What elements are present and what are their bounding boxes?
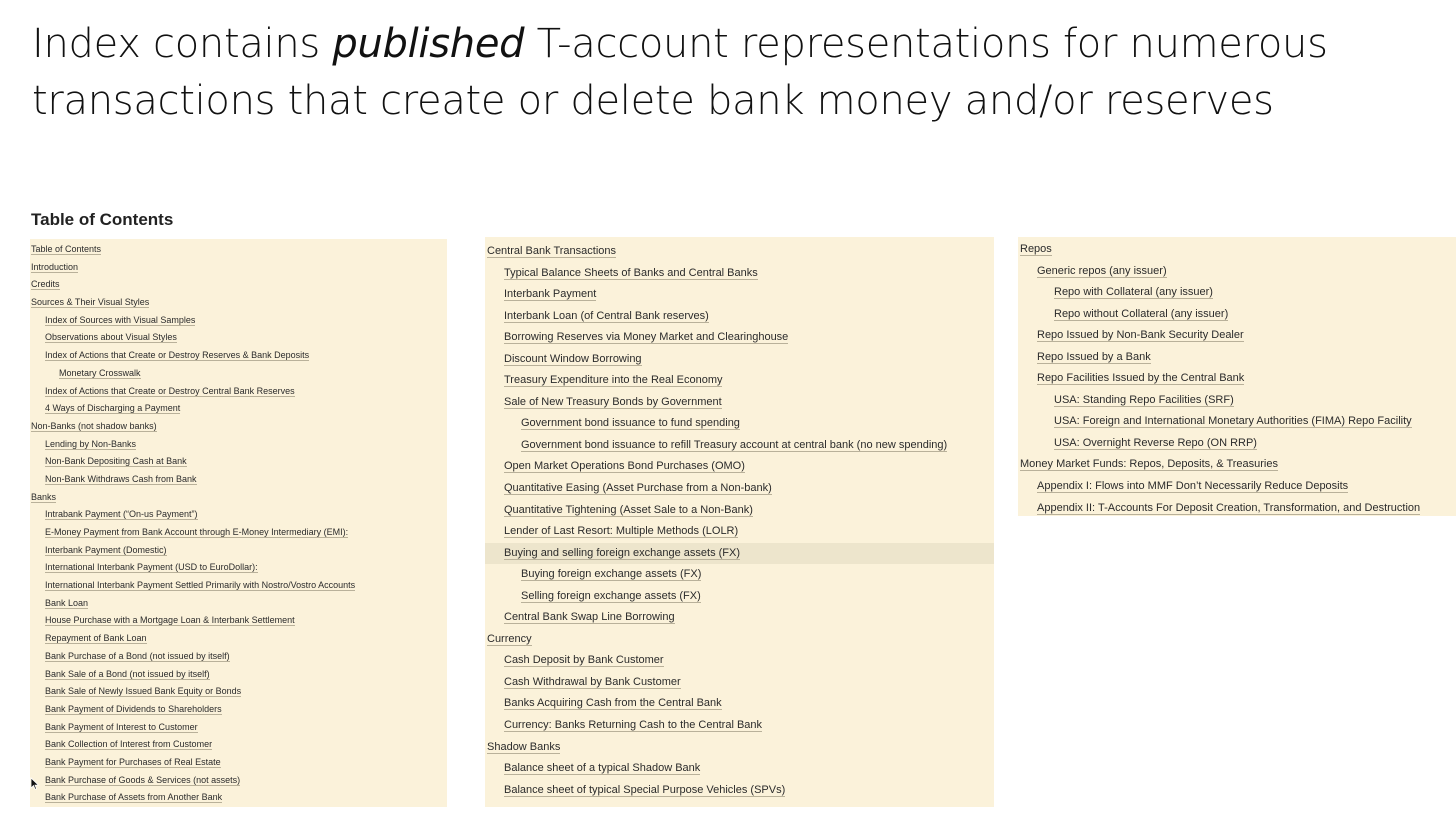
- toc-link-quantitative-easing-asset-purchase-from-a-non-ba[interactable]: [485, 478, 994, 500]
- toc-link-label: USA: Overnight Reverse Repo (ON RRP): [1054, 436, 1257, 449]
- toc-link-label: Open Market Operations Bond Purchases (OMO): [504, 460, 745, 473]
- toc-link-label: Currency: [487, 632, 532, 645]
- toc-link-label: Sale of New Treasury Bonds by Government: [504, 395, 722, 408]
- toc-link-label: Introduction: [31, 261, 79, 272]
- toc-link-label: Selling foreign exchange assets (FX): [521, 589, 701, 602]
- toc-link-observations-about-visual-styles[interactable]: [30, 329, 447, 347]
- toc-link-non-banks-not-shadow-banks[interactable]: [30, 418, 447, 436]
- toc-column-2: [485, 237, 994, 807]
- toc-link-label: Lender of Last Resort: Multiple Methods (LOLR): [504, 525, 739, 538]
- toc-link-repo-issued-by-a-bank[interactable]: [1018, 347, 1456, 369]
- toc-link-e-money-payment-from-bank-account-through-e-mone[interactable]: [30, 524, 447, 542]
- toc-link-label: 4 Ways of Discharging a Payment: [45, 403, 181, 414]
- toc-link-bank-payment-of-dividends-to-shareholders[interactable]: [30, 701, 447, 719]
- toc-link-international-interbank-payment-settled-primaril[interactable]: [30, 577, 447, 595]
- toc-link-label: Bank Payment for Purchases of Real Estate: [45, 756, 221, 767]
- slide-title: [32, 16, 1432, 130]
- toc-link-currency-banks-returning-cash-to-the-central-ban[interactable]: [485, 715, 994, 737]
- toc-link-label: Buying and selling foreign exchange assets (FX): [504, 546, 741, 559]
- toc-link-label: Index of Actions that Create or Destroy Reserves & Bank Deposits: [45, 350, 310, 361]
- toc-link-4-ways-of-discharging-a-payment[interactable]: [30, 400, 447, 418]
- toc-link-label: Balance sheet of typical Special Purpose Vehicles (SPVs): [504, 783, 786, 796]
- toc-link-house-purchase-with-a-mortgage-loan-interbank-se[interactable]: [30, 612, 447, 630]
- toc-link-label: Quantitative Easing (Asset Purchase from a Non-bank): [504, 482, 772, 495]
- toc-link-label: Discount Window Borrowing: [504, 352, 642, 365]
- toc-link-repayment-of-bank-loan[interactable]: [30, 630, 447, 648]
- toc-link-label: Interbank Loan (of Central Bank reserves): [504, 309, 709, 322]
- toc-link-label: Shadow Banks: [487, 740, 561, 753]
- toc-link-label: Bank Purchase of a Bond (not issued by itself): [45, 650, 230, 661]
- toc-link-label: Repos: [1020, 243, 1052, 255]
- toc-link-label: Sources & Their Visual Styles: [31, 297, 150, 308]
- toc-link-banks[interactable]: [30, 489, 447, 507]
- toc-link-label: Repo Facilities Issued by the Central Bank: [1037, 372, 1245, 385]
- toc-link-buying-and-selling-foreign-exchange-assets-fx[interactable]: [485, 543, 994, 565]
- toc-link-label: Monetary Crosswalk: [59, 367, 141, 378]
- toc-link-label: Appendix I: Flows into MMF Don’t Necessarily Reduce Deposits: [1037, 480, 1349, 493]
- toc-link-interbank-loan-of-central-bank-reserves[interactable]: [485, 306, 994, 328]
- toc-link-government-bond-issuance-to-fund-spending[interactable]: [485, 413, 994, 435]
- toc-link-bank-purchase-of-goods-services-not-assets[interactable]: [30, 772, 447, 790]
- toc-link-buying-foreign-exchange-assets-fx[interactable]: [485, 564, 994, 586]
- toc-link-table-of-contents[interactable]: [30, 241, 447, 259]
- toc-link-index-of-sources-with-visual-samples[interactable]: [30, 312, 447, 330]
- toc-link-money-market-funds-repos-deposits-treasuries[interactable]: [1018, 454, 1456, 476]
- toc-link-label: Bank Loan: [45, 597, 89, 608]
- toc-link-sources-their-visual-styles[interactable]: [30, 294, 447, 312]
- toc-link-label: Intrabank Payment (“On-us Payment”): [45, 509, 198, 520]
- toc-link-balance-sheet-of-a-typical-shadow-bank[interactable]: [485, 758, 994, 780]
- toc-link-intrabank-payment-on-us-payment[interactable]: [30, 506, 447, 524]
- toc-link-label: Cash Deposit by Bank Customer: [504, 654, 664, 667]
- toc-link-label: Quantitative Tightening (Asset Sale to a Non-Bank): [504, 503, 753, 516]
- toc-link-bank-payment-of-interest-to-customer[interactable]: [30, 719, 447, 737]
- toc-link-label: Repo without Collateral (any issuer): [1054, 307, 1229, 320]
- toc-link-label: House Purchase with a Mortgage Loan & Interbank Settlement: [45, 615, 295, 626]
- toc-link-usa-standing-repo-facilities-srf[interactable]: [1018, 390, 1456, 412]
- toc-link-label: USA: Standing Repo Facilities (SRF): [1054, 393, 1234, 406]
- toc-link-repos[interactable]: [1018, 239, 1456, 261]
- toc-link-label: E-Money Payment from Bank Account through E-Money Intermediary (EMI):: [45, 527, 349, 537]
- toc-link-label: Money Market Funds: Repos, Deposits, & Treasuries: [1020, 458, 1278, 471]
- toc-link-label: Central Bank Swap Line Borrowing: [504, 611, 675, 624]
- mouse-pointer-icon: [30, 777, 40, 791]
- toc-link-government-bond-issuance-to-refill-treasury-acco[interactable]: [485, 435, 994, 457]
- toc-link-lender-of-last-resort-multiple-methods-lolr[interactable]: [485, 521, 994, 543]
- toc-link-bank-sale-of-a-bond-not-issued-by-itself[interactable]: [30, 666, 447, 684]
- toc-link-usa-foreign-and-international-monetary-authoriti[interactable]: [1018, 411, 1456, 433]
- toc-link-interbank-payment-domestic[interactable]: [30, 542, 447, 560]
- toc-link-label: Cash Withdrawal by Bank Customer: [504, 675, 681, 688]
- toc-link-label: Banks Acquiring Cash from the Central Bank: [504, 697, 722, 710]
- toc-link-label: Lending by Non-Banks: [45, 438, 137, 449]
- toc-link-lending-by-non-banks[interactable]: [30, 436, 447, 454]
- toc-link-non-bank-withdraws-cash-from-bank[interactable]: [30, 471, 447, 489]
- toc-link-index-of-actions-that-create-or-destroy-reserves[interactable]: [30, 347, 447, 365]
- toc-link-label: Index of Sources with Visual Samples: [45, 314, 196, 325]
- toc-link-introduction[interactable]: [30, 259, 447, 277]
- toc-link-selling-foreign-exchange-assets-fx[interactable]: [485, 586, 994, 608]
- toc-link-label: Bank Sale of Newly Issued Bank Equity or Bonds: [45, 686, 242, 697]
- toc-link-shadow-banks[interactable]: [485, 737, 994, 759]
- title-emphasis: published: [332, 21, 525, 67]
- toc-column-3: [1018, 237, 1456, 516]
- toc-link-typical-balance-sheets-of-banks-and-central-bank[interactable]: [485, 263, 994, 285]
- toc-link-label: Non-Bank Depositing Cash at Bank: [45, 456, 187, 467]
- toc-link-label: Buying foreign exchange assets (FX): [521, 568, 702, 581]
- toc-link-label: USA: Foreign and International Monetary Authorities (FIMA) Repo Facility: [1054, 415, 1412, 428]
- toc-link-cash-deposit-by-bank-customer[interactable]: [485, 650, 994, 672]
- toc-link-bank-loan[interactable]: [30, 595, 447, 613]
- toc-link-bank-collection-of-interest-from-customer[interactable]: [30, 736, 447, 754]
- toc-link-bank-sale-of-newly-issued-bank-equity-or-bonds[interactable]: [30, 683, 447, 701]
- toc-link-index-of-actions-that-create-or-destroy-central-[interactable]: [30, 383, 447, 401]
- toc-link-label: Generic repos (any issuer): [1037, 264, 1167, 277]
- toc-link-banks-acquiring-cash-from-the-central-bank[interactable]: [485, 693, 994, 715]
- toc-link-label: Bank Purchase of Assets from Another Bank: [45, 792, 223, 803]
- toc-link-bank-purchase-of-assets-from-another-bank[interactable]: [30, 789, 447, 807]
- toc-link-label: Bank Collection of Interest from Customer: [45, 739, 213, 750]
- toc-link-label: Bank Payment of Interest to Customer: [45, 721, 198, 732]
- toc-link-label: Typical Balance Sheets of Banks and Central Banks: [504, 266, 758, 279]
- toc-link-label: Bank Payment of Dividends to Shareholders: [45, 703, 222, 714]
- toc-link-label: Balance sheet of a typical Shadow Bank: [504, 762, 701, 775]
- toc-link-label: Repo Issued by a Bank: [1037, 350, 1151, 363]
- toc-link-discount-window-borrowing[interactable]: [485, 349, 994, 371]
- title-text-before: Index contains: [32, 21, 333, 67]
- title-text-after: T-account representations for numerous transactions that create or delete bank money and/or reserves: [32, 21, 1328, 124]
- toc-link-label: Bank Purchase of Goods & Services (not assets): [45, 774, 241, 785]
- toc-link-appendix-i-flows-into-mmf-don-t-necessarily-redu[interactable]: [1018, 476, 1456, 498]
- toc-link-repo-without-collateral-any-issuer[interactable]: [1018, 304, 1456, 326]
- toc-link-generic-repos-any-issuer[interactable]: [1018, 261, 1456, 283]
- toc-link-quantitative-tightening-asset-sale-to-a-non-bank[interactable]: [485, 500, 994, 522]
- toc-link-bank-purchase-of-a-bond-not-issued-by-itself[interactable]: [30, 648, 447, 666]
- toc-link-balance-sheet-of-typical-special-purpose-vehicle[interactable]: [485, 780, 994, 802]
- toc-link-label: Non-Bank Withdraws Cash from Bank: [45, 473, 197, 484]
- toc-link-label: Repo with Collateral (any issuer): [1054, 286, 1213, 299]
- toc-link-label: Currency: Banks Returning Cash to the Central Bank: [504, 719, 763, 732]
- toc-heading: Table of Contents: [31, 210, 174, 229]
- toc-link-repo-with-collateral-any-issuer[interactable]: [1018, 282, 1456, 304]
- toc-link-repo-issued-by-non-bank-security-dealer[interactable]: [1018, 325, 1456, 347]
- toc-link-currency[interactable]: [485, 629, 994, 651]
- toc-link-repo-facilities-issued-by-the-central-bank[interactable]: [1018, 368, 1456, 390]
- toc-link-open-market-operations-bond-purchases-omo[interactable]: [485, 456, 994, 478]
- toc-link-label: Government bond issuance to refill Treasury account at central bank (no new spending): [521, 438, 948, 451]
- toc-link-label: Government bond issuance to fund spending: [521, 417, 740, 430]
- toc-link-label: Appendix II: T-Accounts For Deposit Creation, Transformation, and Destruction: [1037, 501, 1421, 514]
- toc-link-label: Treasury Expenditure into the Real Economy: [504, 374, 723, 387]
- toc-link-label: Table of Contents: [31, 244, 102, 254]
- toc-link-usa-overnight-reverse-repo-on-rrp[interactable]: [1018, 433, 1456, 455]
- toc-link-label: International Interbank Payment (USD to EuroDollar):: [45, 562, 258, 573]
- toc-link-credits[interactable]: [30, 276, 447, 294]
- toc-link-treasury-expenditure-into-the-real-economy[interactable]: [485, 370, 994, 392]
- toc-link-appendix-ii-t-accounts-for-deposit-creation-tran[interactable]: [1018, 498, 1456, 520]
- toc-link-label: Bank Sale of a Bond (not issued by itself): [45, 668, 210, 679]
- toc-link-bank-payment-for-purchases-of-real-estate[interactable]: [30, 754, 447, 772]
- toc-link-label: Central Bank Transactions: [487, 245, 617, 257]
- toc-link-cash-withdrawal-by-bank-customer[interactable]: [485, 672, 994, 694]
- toc-link-label: Credits: [31, 279, 60, 290]
- toc-link-label: Interbank Payment (Domestic): [45, 544, 167, 555]
- toc-link-label: Non-Banks (not shadow banks): [31, 420, 157, 431]
- toc-link-non-bank-depositing-cash-at-bank[interactable]: [30, 453, 447, 471]
- toc-link-central-bank-swap-line-borrowing[interactable]: [485, 607, 994, 629]
- toc-link-sale-of-new-treasury-bonds-by-government[interactable]: [485, 392, 994, 414]
- toc-link-monetary-crosswalk[interactable]: [30, 365, 447, 383]
- toc-column-1: [30, 239, 447, 807]
- toc-link-label: Repo Issued by Non-Bank Security Dealer: [1037, 329, 1244, 342]
- toc-link-interbank-payment[interactable]: [485, 284, 994, 306]
- toc-link-label: Interbank Payment: [504, 288, 597, 301]
- toc-link-label: Observations about Visual Styles: [45, 332, 177, 343]
- toc-link-label: International Interbank Payment Settled Primarily with Nostro/Vostro Accounts: [45, 580, 356, 591]
- toc-link-international-interbank-payment-usd-to-eurodolla[interactable]: [30, 559, 447, 577]
- toc-link-label: Borrowing Reserves via Money Market and Clearinghouse: [504, 331, 789, 344]
- toc-link-label: Index of Actions that Create or Destroy Central Bank Reserves: [45, 385, 295, 396]
- toc-link-borrowing-reserves-via-money-market-and-clearing[interactable]: [485, 327, 994, 349]
- toc-link-label: Banks: [31, 491, 57, 502]
- toc-link-central-bank-transactions[interactable]: [485, 241, 994, 263]
- toc-link-label: Repayment of Bank Loan: [45, 633, 147, 644]
